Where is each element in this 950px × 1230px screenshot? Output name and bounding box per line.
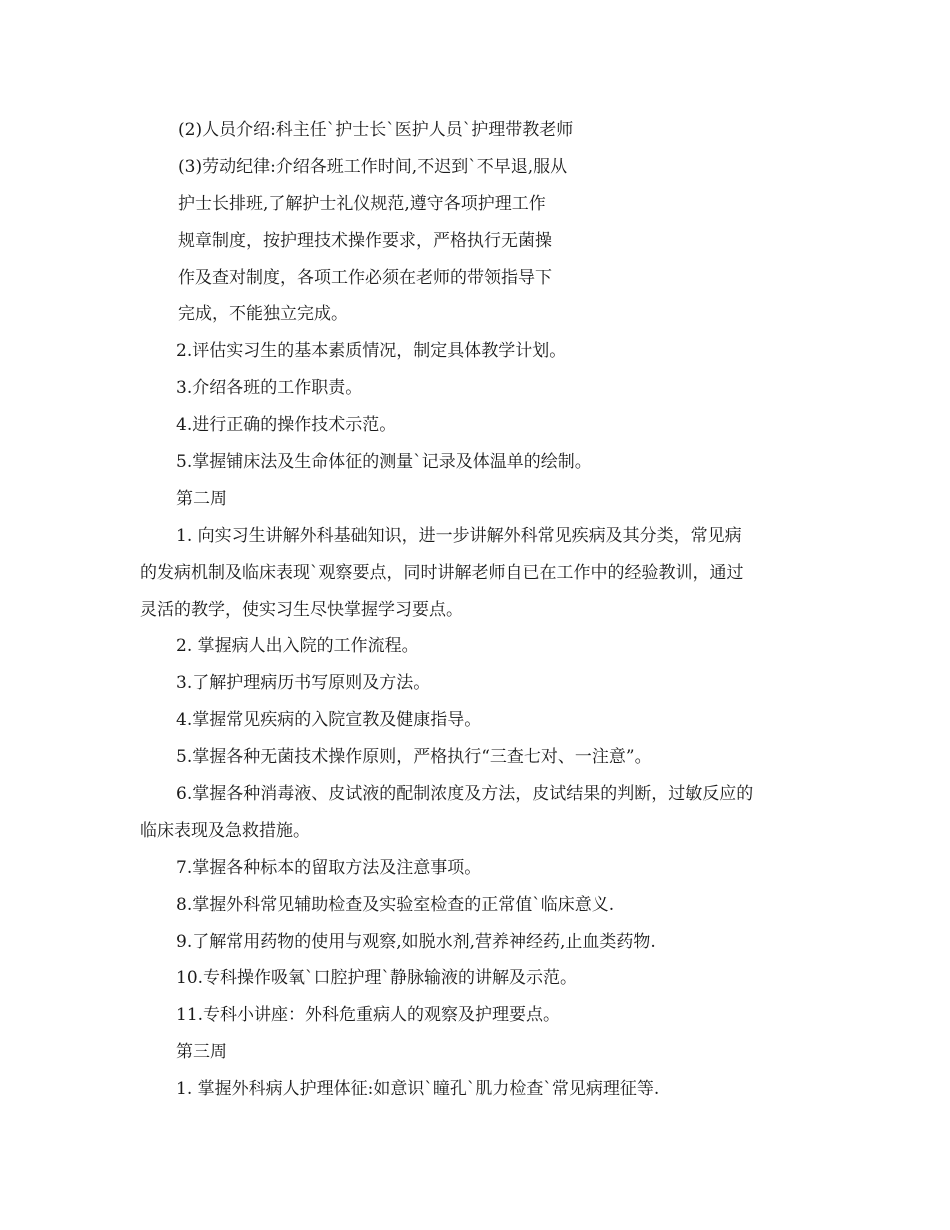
text-line: 灵活的教学，使实习生尽快掌握学习要点。: [140, 599, 463, 620]
document-body: [140, 112, 820, 1108]
text-line: 4.掌握常见疾病的入院宣教及健康指导。: [176, 710, 482, 731]
text-line: 规章制度，按护理技术操作要求，严格执行无菌操: [178, 230, 552, 251]
text-line: (3)劳动纪律:介绍各班工作时间,不迟到`不早退,服从: [178, 156, 568, 177]
text-line: 11.专科小讲座：外科危重病人的观察及护理要点。: [176, 1005, 561, 1026]
text-line: 8.掌握外科常见辅助检查及实验室检查的正常值`临床意义.: [176, 894, 615, 915]
text-line: 的发病机制及临床表现`观察要点，同时讲解老师自已在工作中的经验教训，通过: [140, 562, 744, 583]
text-line: 3.介绍各班的工作职责。: [176, 378, 363, 399]
text-line: 3.了解护理病历书写原则及方法。: [176, 673, 431, 694]
text-line: (2)人员介绍:科主任`护士长`医护人员`护理带教老师: [178, 120, 574, 140]
text-line: 临床表现及急救措施。: [140, 820, 310, 841]
text-line: 4.进行正确的操作技术示范。: [176, 415, 397, 436]
text-line: 2.评估实习生的基本素质情况，制定具体教学计划。: [176, 341, 567, 362]
text-line: 2. 掌握病人出入院的工作流程。: [176, 636, 419, 657]
text-line: 5.掌握各种无菌技术操作原则，严格执行“三查七对、一注意”。: [176, 747, 652, 768]
text-line: 5.掌握铺床法及生命体征的测量`记录及体温单的绘制。: [176, 452, 592, 473]
section-heading: 第三周: [176, 1042, 227, 1063]
text-line: 7.掌握各种标本的留取方法及注意事项。: [176, 857, 482, 878]
text-line: 作及查对制度，各项工作必须在老师的带领指导下: [178, 267, 552, 288]
text-line: 完成，不能独立完成。: [178, 304, 348, 325]
text-line: 6.掌握各种消毒液、皮试液的配制浓度及方法，皮试结果的判断，过敏反应的: [176, 784, 754, 805]
text-line: 1. 向实习生讲解外科基础知识，进一步讲解外科常见疾病及其分类，常见病: [176, 525, 742, 546]
section-heading: 第二周: [176, 488, 227, 509]
text-line: 10.专科操作吸氧`口腔护理`静脉输液的讲解及示范。: [176, 968, 578, 989]
text-line: 9.了解常用药物的使用与观察,如脱水剂,营养神经药,止血类药物.: [176, 931, 656, 952]
text-line: 1. 掌握外科病人护理体征:如意识`瞳孔`肌力检查`常见病理征等.: [176, 1079, 660, 1100]
text-line: 护士长排班,了解护士礼仪规范,遵守各项护理工作: [178, 193, 546, 214]
